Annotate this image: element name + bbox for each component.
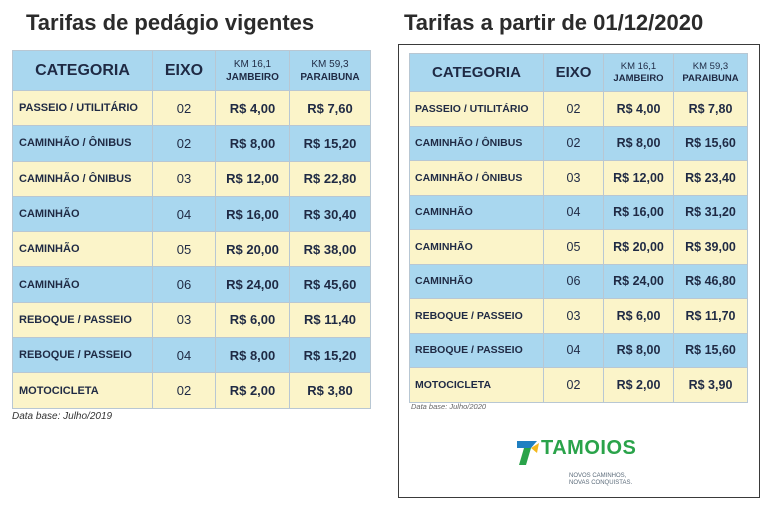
cell-paraibuna: R$ 45,60 (290, 267, 371, 302)
header-km-jambeiro (604, 54, 674, 92)
cell-categoria: CAMINHÃO (410, 195, 544, 230)
cell-paraibuna: R$ 15,60 (674, 126, 748, 161)
tamoios-tagline (569, 473, 632, 487)
cell-paraibuna: R$ 15,20 (290, 338, 371, 373)
cell-categoria: CAMINHÃO / ÔNIBUS (410, 161, 544, 196)
cell-categoria: CAMINHÃO (13, 267, 153, 302)
cell-paraibuna: R$ 22,80 (290, 161, 371, 196)
cell-eixo: 02 (153, 373, 216, 408)
table-body (410, 92, 748, 403)
cell-jambeiro: R$ 2,00 (604, 368, 674, 403)
cell-paraibuna: R$ 31,20 (674, 195, 748, 230)
table-row (410, 368, 748, 403)
table-row (410, 333, 748, 368)
cell-jambeiro: R$ 20,00 (604, 230, 674, 265)
cell-jambeiro: R$ 16,00 (216, 196, 290, 231)
cell-eixo: 03 (544, 161, 604, 196)
tamoios-logo (515, 435, 655, 495)
header-km-jambeiro (216, 51, 290, 91)
table-header-row (13, 51, 371, 91)
cell-eixo: 06 (544, 264, 604, 299)
table-body (13, 91, 371, 409)
cell-eixo: 03 (544, 299, 604, 334)
table-row (410, 161, 748, 196)
header-km2: KM 59,3 (692, 60, 729, 72)
tamoios-arrow-icon (515, 439, 541, 467)
cell-eixo: 02 (153, 126, 216, 161)
header-jambeiro: JAMBEIRO (226, 71, 279, 83)
cell-jambeiro: R$ 4,00 (604, 92, 674, 127)
header-eixo: EIXO (544, 54, 604, 92)
cell-jambeiro: R$ 8,00 (604, 333, 674, 368)
header-categoria: CATEGORIA (410, 54, 544, 92)
cell-jambeiro: R$ 6,00 (216, 302, 290, 337)
cell-jambeiro: R$ 20,00 (216, 232, 290, 267)
table-row (410, 92, 748, 127)
table-row (13, 196, 371, 231)
header-paraibuna: PARAIBUNA (682, 72, 739, 84)
cell-eixo: 04 (544, 333, 604, 368)
new-tariffs-table (409, 53, 748, 403)
header-km-paraibuna (674, 54, 748, 92)
header-km2: KM 59,3 (311, 58, 349, 70)
cell-jambeiro: R$ 2,00 (216, 373, 290, 408)
cell-paraibuna: R$ 7,60 (290, 91, 371, 126)
cell-jambeiro: R$ 8,00 (216, 126, 290, 161)
cell-paraibuna: R$ 23,40 (674, 161, 748, 196)
cell-categoria: MOTOCICLETA (13, 373, 153, 408)
cell-jambeiro: R$ 4,00 (216, 91, 290, 126)
cell-jambeiro: R$ 16,00 (604, 195, 674, 230)
cell-paraibuna: R$ 15,20 (290, 126, 371, 161)
cell-jambeiro: R$ 12,00 (216, 161, 290, 196)
cell-jambeiro: R$ 8,00 (216, 338, 290, 373)
table-row (13, 161, 371, 196)
cell-paraibuna: R$ 38,00 (290, 232, 371, 267)
cell-eixo: 04 (544, 195, 604, 230)
current-tariffs-title: Tarifas de pedágio vigentes (26, 10, 315, 35)
cell-paraibuna: R$ 46,80 (674, 264, 748, 299)
header-eixo: EIXO (153, 51, 216, 91)
header-paraibuna: PARAIBUNA (300, 71, 360, 83)
cell-eixo: 02 (544, 126, 604, 161)
new-tariffs-title: Tarifas a partir de 01/12/2020 (404, 10, 704, 35)
header-km1: KM 16,1 (620, 60, 657, 72)
table-row (410, 195, 748, 230)
cell-eixo: 02 (153, 91, 216, 126)
cell-eixo: 02 (544, 92, 604, 127)
table-row (410, 126, 748, 161)
cell-categoria: CAMINHÃO (410, 230, 544, 265)
table-row (13, 126, 371, 161)
cell-jambeiro: R$ 24,00 (604, 264, 674, 299)
cell-jambeiro: R$ 24,00 (216, 267, 290, 302)
header-categoria: CATEGORIA (13, 51, 153, 91)
header-km1: KM 16,1 (233, 58, 272, 70)
table-row (13, 302, 371, 337)
cell-eixo: 06 (153, 267, 216, 302)
table-row (410, 230, 748, 265)
header-jambeiro: JAMBEIRO (613, 72, 664, 84)
cell-paraibuna: R$ 11,40 (290, 302, 371, 337)
new-tariffs-panel (398, 44, 760, 498)
new-data-base-note: Data base: Julho/2020 (411, 402, 487, 411)
cell-categoria: REBOQUE / PASSEIO (410, 333, 544, 368)
table-row (410, 264, 748, 299)
cell-paraibuna: R$ 3,80 (290, 373, 371, 408)
table-row (13, 373, 371, 408)
cell-categoria: MOTOCICLETA (410, 368, 544, 403)
current-data-base-note: Data base: Julho/2019 (12, 411, 113, 422)
table-row (410, 299, 748, 334)
cell-paraibuna: R$ 30,40 (290, 196, 371, 231)
cell-categoria: PASSEIO / UTILITÁRIO (410, 92, 544, 127)
header-km-paraibuna (290, 51, 371, 91)
cell-jambeiro: R$ 12,00 (604, 161, 674, 196)
table-row (13, 267, 371, 302)
cell-categoria: CAMINHÃO / ÔNIBUS (13, 161, 153, 196)
cell-eixo: 02 (544, 368, 604, 403)
cell-categoria: CAMINHÃO / ÔNIBUS (13, 126, 153, 161)
cell-paraibuna: R$ 11,70 (674, 299, 748, 334)
cell-paraibuna: R$ 7,80 (674, 92, 748, 127)
table-row (13, 91, 371, 126)
cell-jambeiro: R$ 8,00 (604, 126, 674, 161)
cell-eixo: 03 (153, 161, 216, 196)
cell-categoria: CAMINHÃO (410, 264, 544, 299)
cell-eixo: 05 (544, 230, 604, 265)
cell-eixo: 04 (153, 196, 216, 231)
current-tariffs-table (12, 50, 371, 409)
cell-categoria: CAMINHÃO (13, 196, 153, 231)
cell-paraibuna: R$ 39,00 (674, 230, 748, 265)
cell-categoria: CAMINHÃO / ÔNIBUS (410, 126, 544, 161)
cell-eixo: 04 (153, 338, 216, 373)
cell-jambeiro: R$ 6,00 (604, 299, 674, 334)
cell-paraibuna: R$ 3,90 (674, 368, 748, 403)
tagline-line-2: NOVAS CONQUISTAS. (569, 480, 633, 486)
table-row (13, 232, 371, 267)
cell-categoria: CAMINHÃO (13, 232, 153, 267)
cell-paraibuna: R$ 15,60 (674, 333, 748, 368)
cell-categoria: REBOQUE / PASSEIO (13, 302, 153, 337)
table-header-row (410, 54, 748, 92)
cell-eixo: 03 (153, 302, 216, 337)
table-row (13, 338, 371, 373)
cell-categoria: PASSEIO / UTILITÁRIO (13, 91, 153, 126)
tamoios-logo-text: TAMOIOS (541, 437, 637, 459)
cell-eixo: 05 (153, 232, 216, 267)
cell-categoria: REBOQUE / PASSEIO (410, 299, 544, 334)
cell-categoria: REBOQUE / PASSEIO (13, 338, 153, 373)
tagline-line-1: NOVOS CAMINHOS, (569, 473, 627, 479)
